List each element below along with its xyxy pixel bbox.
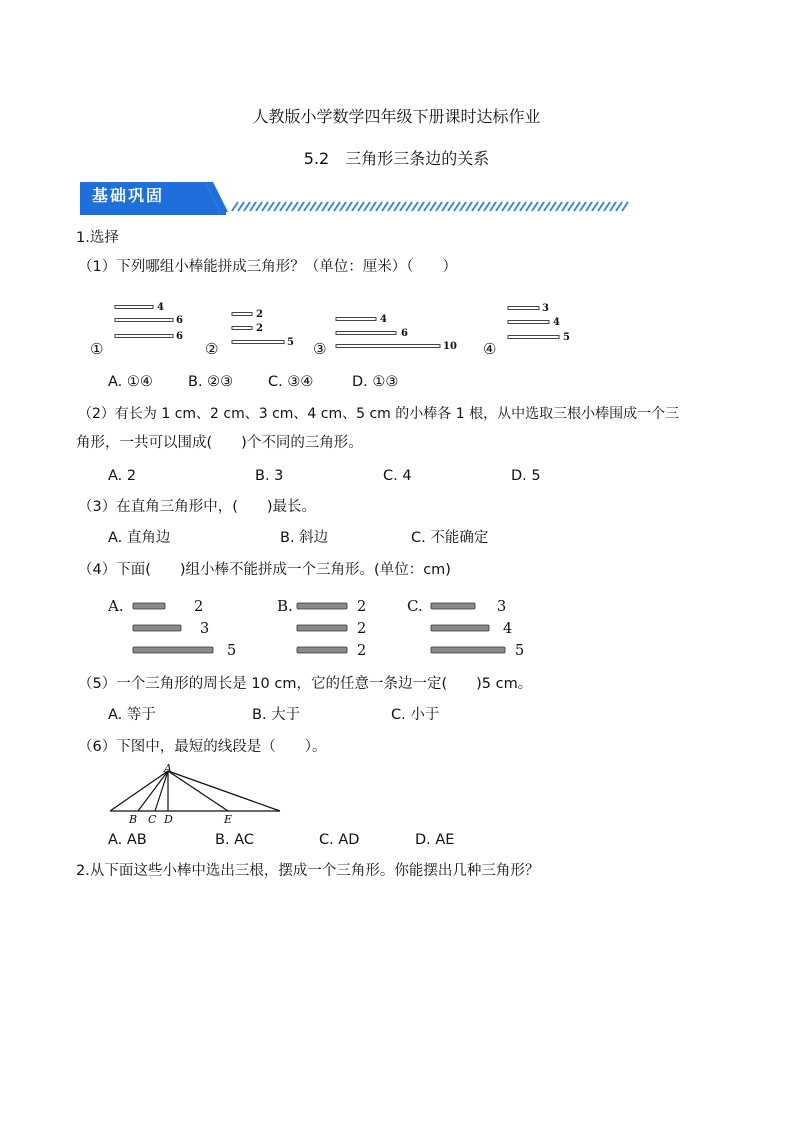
q4-b-stick2-label: 2 <box>357 621 367 637</box>
q2-option-a[interactable]: A. 2 <box>108 468 137 484</box>
q1-g3-stick1-label: 4 <box>380 314 387 325</box>
q4-a-stick3-label: 5 <box>227 643 237 659</box>
q2-option-d[interactable]: D. 5 <box>511 468 541 484</box>
q1-g1-stick2-label: 6 <box>176 315 183 326</box>
q4-b-stick1-label: 2 <box>357 599 367 615</box>
q6-option-c[interactable]: C. AD <box>319 832 360 848</box>
section1-heading: 1.选择 <box>76 230 119 246</box>
q6-point-e: E <box>224 813 233 826</box>
q4-a-stick2-label: 3 <box>200 621 210 637</box>
q1-g3-stick3-label: 10 <box>443 341 457 352</box>
q4-stem: （4）下面( )组小棒不能拼成一个三角形。(单位：cm) <box>78 562 451 578</box>
banner-label: 基础巩固 <box>92 186 165 205</box>
q4-b-stick3-label: 2 <box>357 643 367 659</box>
q1-g2-stick3-label: 5 <box>287 337 294 348</box>
q3-option-c[interactable]: C. 不能确定 <box>411 530 489 546</box>
q5-option-c[interactable]: C. 小于 <box>391 707 440 723</box>
q1-option-a[interactable]: A. ①④ <box>108 374 153 390</box>
page-subtitle: 5.2 三角形三条边的关系 <box>303 149 490 168</box>
q1-g3-marker: ③ <box>313 340 327 358</box>
q1-g1-marker: ① <box>90 340 104 358</box>
q1-g4-stick1-label: 3 <box>542 303 549 314</box>
q5-option-b[interactable]: B. 大于 <box>252 707 301 723</box>
q3-option-b[interactable]: B. 斜边 <box>280 530 329 546</box>
q1-option-d[interactable]: D. ①③ <box>352 374 399 390</box>
q6-point-d: D <box>164 813 173 826</box>
q1-stem: （1）下列哪组小棒能拼成三角形？（单位：厘米）（ ） <box>78 259 457 275</box>
q1-g1-stick1-label: 4 <box>157 302 164 313</box>
q1-g2-stick2-label: 2 <box>256 323 263 334</box>
q1-g4-stick2-label: 4 <box>553 317 560 328</box>
q1-g4-stick3-label: 5 <box>563 332 570 343</box>
q4-c-stick3-label: 5 <box>515 643 525 659</box>
q2-stem-line2: 角形，一共可以围成( )个不同的三角形。 <box>76 435 363 451</box>
section2-heading: 2.从下面这些小棒中选出三根，摆成一个三角形。你能摆出几种三角形？ <box>76 863 540 879</box>
q3-stem: （3）在直角三角形中，( )最长。 <box>78 499 317 515</box>
q4-group-b-label[interactable]: B. <box>277 597 293 615</box>
q1-g2-stick1-label: 2 <box>256 309 263 320</box>
q1-g2-marker: ② <box>205 340 219 358</box>
q1-option-b[interactable]: B. ②③ <box>188 374 234 390</box>
q1-option-c[interactable]: C. ③④ <box>268 374 314 390</box>
q2-option-b[interactable]: B. 3 <box>255 468 284 484</box>
q4-c-stick2-label: 4 <box>503 621 513 637</box>
q1-g3-stick2-label: 6 <box>401 328 408 339</box>
q6-option-d[interactable]: D. AE <box>415 832 455 848</box>
q4-group-a-label[interactable]: A. <box>108 597 124 615</box>
page-title: 人教版小学数学四年级下册课时达标作业 <box>252 107 541 126</box>
q6-option-b[interactable]: B. AC <box>215 832 254 848</box>
q4-c-stick1-label: 3 <box>497 599 507 615</box>
q2-option-c[interactable]: C. 4 <box>383 468 412 484</box>
q1-g4-marker: ④ <box>483 340 497 358</box>
q6-point-b: B <box>129 813 138 826</box>
q1-g1-stick3-label: 6 <box>176 331 183 342</box>
q4-group-c-label[interactable]: C. <box>407 597 423 615</box>
q5-option-a[interactable]: A. 等于 <box>108 707 156 723</box>
q2-stem-line1: （2）有长为 1 cm、2 cm、3 cm、4 cm、5 cm 的小棒各 1 根，从中选取三根小棒围成一个三 <box>78 406 680 422</box>
q6-stem: （6）下图中，最短的线段是（ ）。 <box>78 739 327 755</box>
q6-option-a[interactable]: A. AB <box>108 832 147 848</box>
q6-point-a: A <box>164 762 172 775</box>
q3-option-a[interactable]: A. 直角边 <box>108 530 171 546</box>
q4-a-stick1-label: 2 <box>194 599 204 615</box>
q6-point-c: C <box>148 813 157 826</box>
q5-stem: （5）一个三角形的周长是 10 cm，它的任意一条边一定( )5 cm。 <box>78 676 533 692</box>
